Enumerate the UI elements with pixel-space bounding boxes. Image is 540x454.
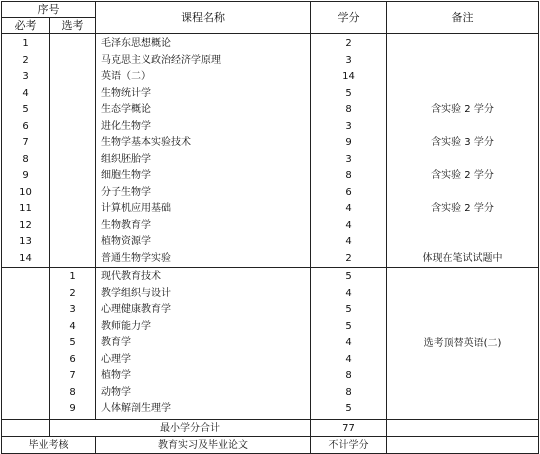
elective-remark: 选考顶替英语(二) xyxy=(387,268,539,420)
required-course-name: 生态学概论 xyxy=(101,104,151,115)
required-no: 6 xyxy=(22,120,29,132)
graduation-credits: 不计学分 xyxy=(311,437,387,454)
elective-course-name: 教师能力学 xyxy=(101,320,151,332)
elective-header: 选考 xyxy=(50,18,96,34)
elective-credits xyxy=(311,268,387,420)
required-no: 10 xyxy=(19,186,32,198)
required-credit: 8 xyxy=(345,104,352,115)
remark-lab-credits: 含实验 3 学分 xyxy=(431,137,494,148)
elective-course-name: 人体解剖生理学 xyxy=(101,403,171,414)
required-course-name: 英语（二） xyxy=(101,71,151,82)
elective-no: 4 xyxy=(69,320,76,332)
elective-no: 7 xyxy=(69,370,76,381)
required-credit: 2 xyxy=(345,38,352,49)
required-no: 9 xyxy=(22,170,29,181)
totals-row xyxy=(2,420,539,437)
required-no: 7 xyxy=(22,137,29,148)
required-names xyxy=(96,34,311,268)
required-course-name: 普通生物学实验 xyxy=(101,252,171,264)
required-credit: 9 xyxy=(345,137,352,148)
required-course-name: 生物统计学 xyxy=(101,87,151,99)
elective-names xyxy=(96,268,311,420)
required-course-name: 马克思主义政治经济学原理 xyxy=(101,54,221,66)
elective-no: 1 xyxy=(69,271,76,282)
elective-course-name: 教育学 xyxy=(101,337,131,348)
elective-credit: 5 xyxy=(345,320,352,332)
credits-header: 学分 xyxy=(311,2,387,34)
required-credit: 3 xyxy=(345,153,352,165)
required-no: 5 xyxy=(22,104,29,115)
required-no: 1 xyxy=(22,38,29,49)
required-block xyxy=(2,34,539,268)
required-credit: 3 xyxy=(345,120,352,132)
min-credits-value: 77 xyxy=(311,420,387,437)
required-course-name: 计算机应用基础 xyxy=(101,203,171,214)
elective-course-name: 教学组织与设计 xyxy=(101,287,171,299)
required-numbers xyxy=(2,34,50,268)
graduation-row xyxy=(2,437,539,454)
required-no: 14 xyxy=(19,252,32,264)
required-course-name: 分子生物学 xyxy=(101,186,151,198)
graduation-course: 教育实习及毕业论文 xyxy=(96,437,311,454)
elective-no: 6 xyxy=(69,353,76,365)
elective-credit: 5 xyxy=(345,304,352,315)
elective-numbers xyxy=(50,268,96,420)
elective-credit: 5 xyxy=(345,271,352,282)
required-no: 8 xyxy=(22,153,29,165)
remark-lab-credits: 含实验 2 学分 xyxy=(431,104,494,115)
required-course-name: 细胞生物学 xyxy=(101,170,151,181)
elective-block xyxy=(2,268,539,420)
elective-no: 8 xyxy=(69,386,76,398)
required-credits xyxy=(311,34,387,268)
serial-header: 序号 xyxy=(2,2,96,18)
elective-required-empty xyxy=(2,268,50,420)
elective-credit: 5 xyxy=(345,403,352,414)
curriculum-table xyxy=(1,1,539,454)
remark-lab-credits: 含实验 2 学分 xyxy=(431,170,494,181)
required-course-name: 生物学基本实验技术 xyxy=(101,137,191,148)
elective-credit: 8 xyxy=(345,386,352,398)
totals-empty-right xyxy=(387,420,539,437)
graduation-label: 毕业考核 xyxy=(2,437,96,454)
remark-written-exam: 体现在笔试试题中 xyxy=(422,252,503,264)
totals-empty-left xyxy=(2,420,50,437)
remarks-header: 备注 xyxy=(387,2,539,34)
required-no: 2 xyxy=(22,54,29,66)
graduation-empty-remark xyxy=(387,437,539,454)
required-credit: 4 xyxy=(345,236,352,247)
elective-credit: 8 xyxy=(345,370,352,381)
required-header: 必考 xyxy=(2,18,50,34)
elective-course-name: 心理学 xyxy=(101,353,131,365)
required-no: 13 xyxy=(19,236,32,247)
required-remarks xyxy=(387,34,539,268)
required-credit: 6 xyxy=(345,186,352,198)
required-credit: 14 xyxy=(342,71,355,82)
required-no: 3 xyxy=(22,71,29,82)
required-credit: 8 xyxy=(345,170,352,181)
required-no: 4 xyxy=(22,87,29,99)
elective-course-name: 动物学 xyxy=(101,386,131,398)
elective-credit: 4 xyxy=(345,353,352,365)
min-credits-label: 最小学分合计 xyxy=(50,420,311,437)
required-credit: 5 xyxy=(345,87,352,99)
remark-lab-credits: 含实验 2 学分 xyxy=(431,203,494,214)
required-course-name: 生物教育学 xyxy=(101,219,151,231)
elective-credit: 4 xyxy=(345,337,352,348)
required-elective-empty xyxy=(50,34,96,268)
elective-credit: 4 xyxy=(345,287,352,299)
required-no: 12 xyxy=(19,219,32,231)
required-course-name: 组织胚胎学 xyxy=(101,153,151,165)
elective-course-name: 植物学 xyxy=(101,370,131,381)
elective-no: 5 xyxy=(69,337,76,348)
elective-no: 2 xyxy=(69,287,76,299)
required-no: 11 xyxy=(19,203,32,214)
header-row-1 xyxy=(2,2,539,18)
required-course-name: 植物资源学 xyxy=(101,236,151,247)
course-name-header: 课程名称 xyxy=(96,2,311,34)
required-credit: 4 xyxy=(345,219,352,231)
required-credit: 3 xyxy=(345,54,352,66)
required-course-name: 毛泽东思想概论 xyxy=(101,38,171,49)
elective-course-name: 心理健康教育学 xyxy=(101,304,171,315)
required-credit: 2 xyxy=(345,252,352,264)
elective-no: 3 xyxy=(69,304,76,315)
required-credit: 4 xyxy=(345,203,352,214)
elective-course-name: 现代教育技术 xyxy=(101,271,161,282)
required-course-name: 进化生物学 xyxy=(101,120,151,132)
elective-no: 9 xyxy=(69,403,76,414)
